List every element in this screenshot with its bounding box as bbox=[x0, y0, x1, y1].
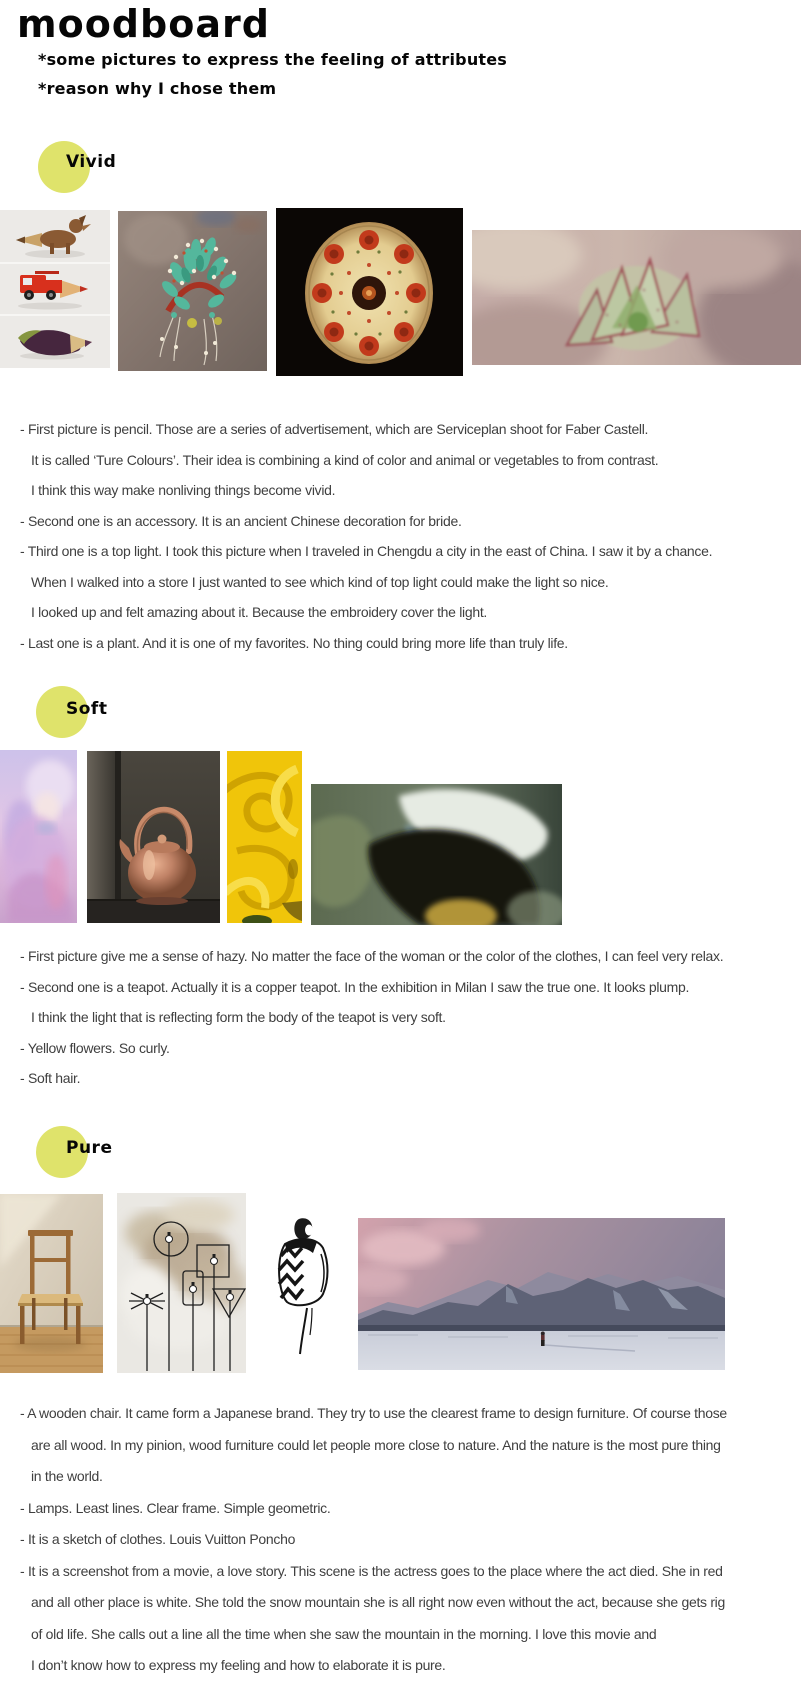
moodboard-text-line: - It is a screenshot from a movie, a love story. This scene is the actress goes to the place where the act died. She in red bbox=[20, 1562, 723, 1579]
moodboard-text-line: - First picture is pencil. Those are a series of advertisement, which are Serviceplan shoot for Faber Castell. bbox=[20, 421, 649, 437]
section-label-soft: Soft bbox=[66, 699, 108, 719]
moodboard-text-line: It is called ‘Ture Colours’. Their idea is combining a kind of color and animal or vegetables to from contrast. bbox=[31, 451, 659, 468]
image-copper-teapot bbox=[87, 751, 220, 923]
moodboard-text-line: are all wood. In my pinion, wood furniture could let people more close to nature. And the nature is the most pure thing bbox=[31, 1436, 721, 1453]
moodboard-text-line: of old life. She calls out a line all the time when she saw the mountain in the morning. I love this movie and bbox=[31, 1625, 657, 1642]
moodboard-text-line: - Lamps. Least lines. Clear frame. Simple geometric. bbox=[20, 1499, 331, 1516]
moodboard-text-line: - A wooden chair. It came form a Japanese brand. They try to use the clearest frame to design furniture. Of course those bbox=[20, 1405, 727, 1421]
moodboard-text-line: I think this way make nonliving things become vivid. bbox=[31, 482, 336, 498]
image-geometric-lamps bbox=[117, 1193, 246, 1373]
vivid-description bbox=[0, 414, 801, 658]
image-soft-hair bbox=[311, 784, 562, 925]
image-yellow-flowers bbox=[227, 751, 302, 923]
image-pencil-animal-ads bbox=[0, 210, 110, 368]
moodboard-text-line: - It is a sketch of clothes. Louis Vuitton Poncho bbox=[20, 1531, 296, 1547]
moodboard-text-line: When I walked into a store I just wanted to see which kind of top light could make the light so nice. bbox=[31, 573, 609, 590]
moodboard-text-line: - Second one is an accessory. It is an ancient Chinese decoration for bride. bbox=[20, 512, 462, 529]
section-label-pure: Pure bbox=[66, 1138, 113, 1158]
moodboard-text-line: - Third one is a top light. I took this picture when I traveled in Chengdu a city in the east of China. I saw it by a chance. bbox=[20, 543, 713, 559]
moodboard-text-line: - First picture give me a sense of hazy. No matter the face of the woman or the color of the clothes, I can feel very relax. bbox=[20, 948, 724, 964]
pure-description bbox=[0, 1398, 801, 1682]
moodboard-text-line: I looked up and felt amazing about it. Because the embroidery cover the light. bbox=[31, 604, 487, 620]
moodboard-text-line: and all other place is white. She told the snow mountain she is all right now even without the act, because she gets rig bbox=[31, 1594, 725, 1610]
moodboard-text-line: in the world. bbox=[31, 1468, 103, 1484]
image-snow-mountain-scene bbox=[358, 1218, 725, 1370]
subtitle-note-1: *some pictures to express the feeling of attributes bbox=[38, 50, 508, 69]
moodboard-text-line: - Yellow flowers. So curly. bbox=[20, 1039, 170, 1056]
moodboard-text-line: - Last one is a plant. And it is one of my favorites. No thing could bring more life than truly life. bbox=[20, 634, 568, 651]
image-poncho-sketch bbox=[255, 1214, 345, 1360]
subtitle-note-2: *reason why I chose them bbox=[38, 79, 277, 98]
image-hazy-woman bbox=[0, 750, 77, 923]
image-wooden-chair bbox=[0, 1194, 103, 1373]
moodboard-text-line: - Second one is a teapot. Actually it is a copper teapot. In the exhibition in Milan I saw the true one. It looks plump. bbox=[20, 978, 690, 995]
soft-description bbox=[0, 941, 801, 1094]
moodboard-text-line: I don’t know how to express my feeling and how to elaborate it is pure. bbox=[31, 1657, 446, 1673]
image-succulent-plant bbox=[472, 230, 801, 365]
image-embroidered-lamp bbox=[276, 208, 463, 376]
page-title: moodboard bbox=[17, 2, 270, 46]
section-label-vivid: Vivid bbox=[66, 152, 117, 172]
moodboard-text-line: - Soft hair. bbox=[20, 1070, 81, 1086]
image-bridal-headdress bbox=[118, 211, 267, 371]
moodboard-text-line: I think the light that is reflecting form the body of the teapot is very soft. bbox=[31, 1009, 446, 1025]
